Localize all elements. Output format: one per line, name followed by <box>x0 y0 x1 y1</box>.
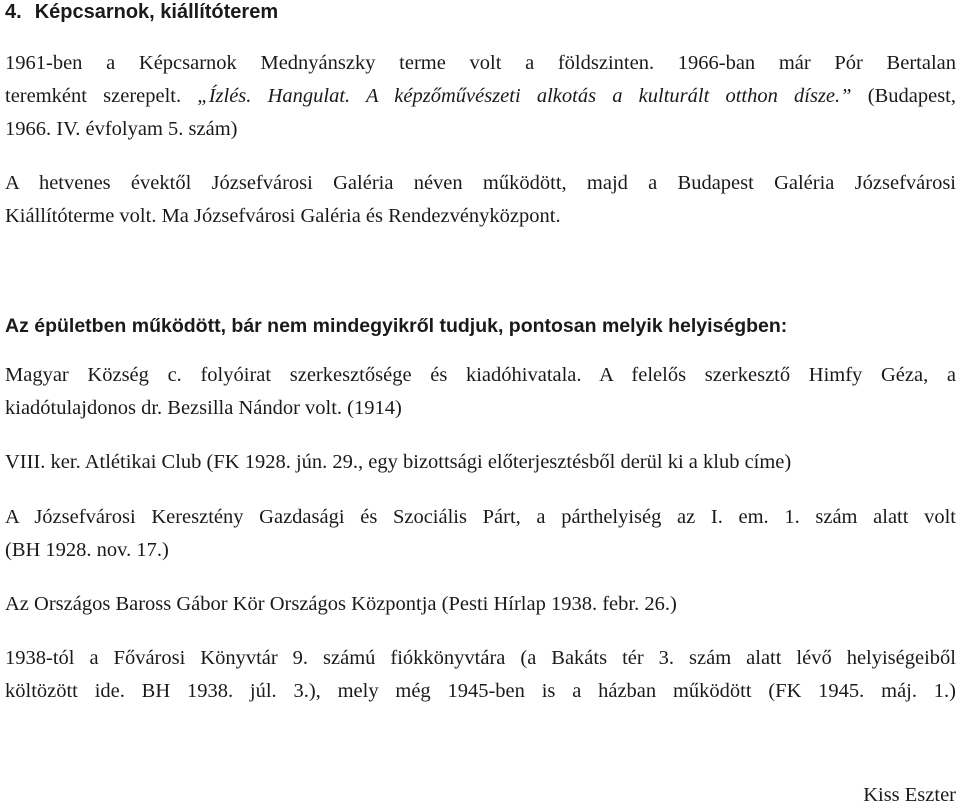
intro-line-2-text: teremként szerepelt. <box>5 85 198 107</box>
intro-line-2 <box>5 83 956 109</box>
history-line-1: A hetvenes évektől Józsefvárosi Galéria néven működött, majd a Budapest Galéria Józsefvárosi <box>5 172 956 194</box>
quoted-article-title: „Ízlés. Hangulat. A képzőművészeti alkotás a kulturált otthon dísze.” <box>197 85 852 107</box>
entry-konyvtar-line-1: 1938-tól a Fővárosi Könyvtár 9. számú fiókkönyvtára (a Bakáts tér 3. szám alatt lévő helyiségeiből <box>5 647 956 669</box>
entry-baross-kor: Az Országos Baross Gábor Kör Országos Központja (Pesti Hírlap 1938. febr. 26.) <box>5 593 677 615</box>
entry-part-line-2: (BH 1928. nov. 17.) <box>5 539 169 561</box>
intro-line-2-citation: (Budapest, <box>851 85 956 107</box>
entry-magyar-kozseg-line-1: Magyar Község c. folyóirat szerkesztősége és kiadóhivatala. A felelős szerkesztő Himfy Géza, a <box>5 364 956 386</box>
author-signature: Kiss Eszter <box>863 784 956 806</box>
section-title: Képcsarnok, kiállítóterem <box>34 1 279 23</box>
entry-atletikai-club: VIII. ker. Atlétikai Club (FK 1928. jún. 29., egy bizottsági előterjesztésből derül ki a klub címe) <box>5 451 792 473</box>
occupants-heading: Az épületben működött, bár nem mindegyikről tudjuk, pontosan melyik helyiségben: <box>5 315 788 337</box>
intro-line-3: 1966. IV. évfolyam 5. szám) <box>5 118 238 140</box>
entry-magyar-kozseg-line-2: kiadótulajdonos dr. Bezsilla Nándor volt. (1914) <box>5 397 402 419</box>
entry-konyvtar-line-2: költözött ide. BH 1938. júl. 3.), mely még 1945-ben is a házban működött (FK 1945. máj. 1.) <box>5 680 956 702</box>
section-heading <box>5 0 278 25</box>
history-line-2: Kiállítóterme volt. Ma Józsefvárosi Galéria és Rendezvényközpont. <box>5 205 561 227</box>
section-number: 4. <box>5 1 22 23</box>
entry-part-line-1: A Józsefvárosi Keresztény Gazdasági és Szociális Párt, a párthelyiség az I. em. 1. szám alatt volt <box>5 506 956 528</box>
intro-line-1: 1961-ben a Képcsarnok Mednyánszky terme volt a földszinten. 1966-ban már Pór Bertalan <box>5 52 956 74</box>
